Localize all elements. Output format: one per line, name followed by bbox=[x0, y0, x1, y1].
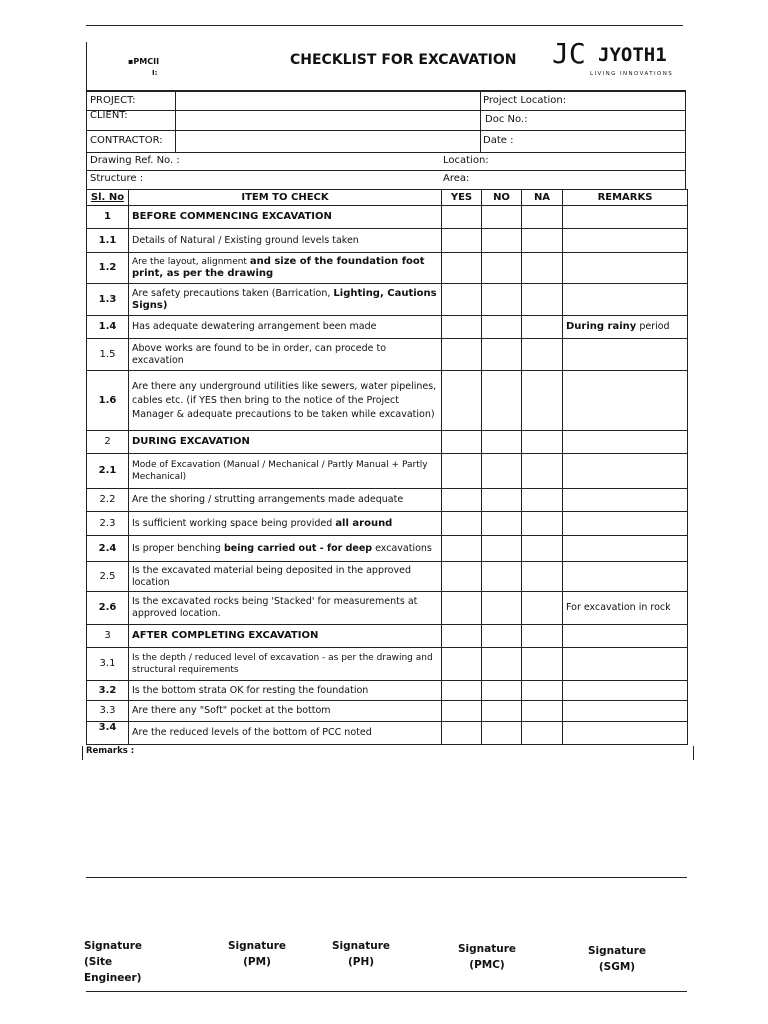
row-number: 1.2 bbox=[87, 253, 129, 284]
no-cell[interactable] bbox=[482, 536, 522, 562]
row-number: 1.4 bbox=[87, 316, 129, 339]
no-cell[interactable] bbox=[482, 592, 522, 625]
remarks-cell[interactable] bbox=[563, 284, 688, 316]
section-title: BEFORE COMMENCING EXCAVATION bbox=[129, 206, 442, 229]
row-number: 2.5 bbox=[87, 562, 129, 592]
no-cell[interactable] bbox=[482, 431, 522, 454]
header-yes: YES bbox=[442, 190, 482, 206]
yes-cell[interactable] bbox=[442, 592, 482, 625]
table-row bbox=[87, 536, 688, 562]
no-cell[interactable] bbox=[482, 371, 522, 431]
signature-role: (PMC) bbox=[469, 959, 505, 971]
yes-cell[interactable] bbox=[442, 625, 482, 648]
remarks-cell[interactable] bbox=[563, 562, 688, 592]
na-cell[interactable] bbox=[522, 489, 563, 512]
no-cell[interactable] bbox=[482, 229, 522, 253]
remarks-label: Remarks : bbox=[86, 746, 135, 756]
top-rule bbox=[86, 25, 683, 26]
info-rule-4 bbox=[86, 170, 686, 171]
yes-cell[interactable] bbox=[442, 284, 482, 316]
yes-cell[interactable] bbox=[442, 562, 482, 592]
table-row bbox=[87, 489, 688, 512]
structure-label: Structure : bbox=[90, 173, 144, 184]
item-text: Is the depth / reduced level of excavation - as per the drawing and structural requirements bbox=[129, 648, 442, 681]
item-text-plain-end: excavations bbox=[372, 542, 432, 554]
info-divider-left bbox=[175, 90, 176, 152]
na-cell[interactable] bbox=[522, 625, 563, 648]
section-title: AFTER COMPLETING EXCAVATION bbox=[129, 625, 442, 648]
no-cell[interactable] bbox=[482, 512, 522, 536]
page-title: CHECKLIST FOR EXCAVATION bbox=[290, 52, 517, 68]
no-cell[interactable] bbox=[482, 339, 522, 371]
na-cell[interactable] bbox=[522, 253, 563, 284]
item-text-plain: Is proper benching bbox=[132, 542, 224, 554]
na-cell[interactable] bbox=[522, 229, 563, 253]
table-row bbox=[87, 339, 688, 371]
signature-sgm bbox=[582, 943, 652, 975]
na-cell[interactable] bbox=[522, 722, 563, 745]
remarks-cell[interactable] bbox=[563, 722, 688, 745]
no-cell[interactable] bbox=[482, 253, 522, 284]
remarks-text-bold: During rainy bbox=[566, 321, 637, 332]
item-text bbox=[129, 536, 442, 562]
signature-role: (PH) bbox=[347, 956, 375, 968]
item-text: Are the reduced levels of the bottom of PCC noted bbox=[129, 722, 442, 745]
checklist-table bbox=[86, 189, 688, 745]
yes-cell[interactable] bbox=[442, 722, 482, 745]
no-cell[interactable] bbox=[482, 625, 522, 648]
no-cell[interactable] bbox=[482, 562, 522, 592]
yes-cell[interactable] bbox=[442, 206, 482, 229]
item-text: Is the excavated rocks being 'Stacked' for measurements at approved location. bbox=[129, 592, 442, 625]
no-cell[interactable] bbox=[482, 681, 522, 701]
yes-cell[interactable] bbox=[442, 454, 482, 489]
brand-tagline: LIVING INNOVATIONS bbox=[590, 71, 674, 77]
na-cell[interactable] bbox=[522, 592, 563, 625]
remarks-cell[interactable] bbox=[563, 371, 688, 431]
na-cell[interactable] bbox=[522, 431, 563, 454]
remarks-cell[interactable] bbox=[563, 339, 688, 371]
yes-cell[interactable] bbox=[442, 648, 482, 681]
table-row bbox=[87, 592, 688, 625]
yes-cell[interactable] bbox=[442, 681, 482, 701]
na-cell[interactable] bbox=[522, 536, 563, 562]
signature-label: Signature bbox=[587, 945, 647, 957]
yes-cell[interactable] bbox=[442, 229, 482, 253]
item-text-plain: Are safety precautions taken (Barrication, bbox=[132, 287, 334, 299]
row-number: 3.4 bbox=[87, 722, 129, 745]
signature-label: Signature bbox=[331, 940, 391, 952]
signature-label: Signature bbox=[84, 940, 143, 952]
doc-no-label: Doc No.: bbox=[485, 114, 528, 125]
no-cell[interactable] bbox=[482, 489, 522, 512]
pmc-logo-sub: I: bbox=[152, 69, 158, 77]
row-number: 1.3 bbox=[87, 284, 129, 316]
project-location-label: Project Location: bbox=[483, 95, 567, 106]
info-rule-1 bbox=[86, 110, 686, 111]
remarks-cell[interactable]: For excavation in rock bbox=[563, 592, 688, 625]
info-block bbox=[86, 90, 686, 190]
row-number: 2.2 bbox=[87, 489, 129, 512]
table-row bbox=[87, 284, 688, 316]
na-cell[interactable] bbox=[522, 701, 563, 722]
row-number: 3.3 bbox=[87, 701, 129, 722]
item-text: Has adequate dewatering arrangement been made bbox=[129, 316, 442, 339]
remarks-cell[interactable] bbox=[563, 512, 688, 536]
na-cell[interactable] bbox=[522, 206, 563, 229]
row-number: 1 bbox=[87, 206, 129, 229]
section-title: DURING EXCAVATION bbox=[129, 431, 442, 454]
signature-role: (PM) bbox=[243, 956, 271, 968]
table-row bbox=[87, 562, 688, 592]
row-number: 3 bbox=[87, 625, 129, 648]
signature-role: (Site Engineer) bbox=[84, 956, 142, 984]
remarks-cell[interactable] bbox=[563, 206, 688, 229]
na-cell[interactable] bbox=[522, 681, 563, 701]
table-row bbox=[87, 701, 688, 722]
remarks-cell[interactable] bbox=[563, 489, 688, 512]
header-remarks: REMARKS bbox=[563, 190, 688, 206]
no-cell[interactable] bbox=[482, 701, 522, 722]
row-number: 3.2 bbox=[87, 681, 129, 701]
table-row bbox=[87, 681, 688, 701]
na-cell[interactable] bbox=[522, 648, 563, 681]
yes-cell[interactable] bbox=[442, 489, 482, 512]
row-number: 2.4 bbox=[87, 536, 129, 562]
item-text-bold: being carried out - for deep bbox=[223, 542, 373, 554]
pmc-logo-text: ▪PMCII bbox=[128, 57, 160, 66]
contractor-label: CONTRACTOR: bbox=[90, 135, 163, 146]
remarks-bottom-rule bbox=[86, 877, 687, 878]
table-row bbox=[87, 722, 688, 745]
table-row bbox=[87, 253, 688, 284]
header-na: NA bbox=[522, 190, 563, 206]
no-cell[interactable] bbox=[482, 722, 522, 745]
area-label: Area: bbox=[443, 173, 470, 184]
remarks-cell[interactable] bbox=[563, 431, 688, 454]
remarks-left-tick bbox=[82, 746, 83, 760]
yes-cell[interactable] bbox=[442, 253, 482, 284]
item-text: Is the bottom strata OK for resting the foundation bbox=[129, 681, 442, 701]
no-cell[interactable] bbox=[482, 284, 522, 316]
signature-label: Signature bbox=[457, 943, 517, 955]
na-cell[interactable] bbox=[522, 371, 563, 431]
info-rule-2 bbox=[86, 130, 686, 131]
yes-cell[interactable] bbox=[442, 371, 482, 431]
info-divider-right bbox=[480, 90, 481, 152]
header-sl-no: Sl. No bbox=[87, 190, 129, 206]
item-text: Are there any "Soft" pocket at the bottom bbox=[129, 701, 442, 722]
item-text: Details of Natural / Existing ground levels taken bbox=[129, 229, 442, 253]
item-text bbox=[129, 284, 442, 316]
row-number: 2.1 bbox=[87, 454, 129, 489]
na-cell[interactable] bbox=[522, 562, 563, 592]
item-text-bold: all around bbox=[335, 517, 393, 529]
drawing-ref-label: Drawing Ref. No. : bbox=[90, 155, 180, 166]
yes-cell[interactable] bbox=[442, 431, 482, 454]
table-row bbox=[87, 206, 688, 229]
remarks-cell[interactable] bbox=[563, 316, 688, 339]
project-label: PROJECT: bbox=[90, 95, 136, 106]
row-number: 1.1 bbox=[87, 229, 129, 253]
table-row bbox=[87, 371, 688, 431]
table-row bbox=[87, 454, 688, 489]
yes-cell[interactable] bbox=[442, 316, 482, 339]
remarks-cell[interactable] bbox=[563, 701, 688, 722]
yes-cell[interactable] bbox=[442, 536, 482, 562]
row-number: 2.3 bbox=[87, 512, 129, 536]
table-header-row bbox=[87, 190, 688, 206]
item-text bbox=[129, 253, 442, 284]
no-cell[interactable] bbox=[482, 648, 522, 681]
row-number: 1.5 bbox=[87, 339, 129, 371]
date-label: Date : bbox=[483, 135, 514, 146]
item-text: Above works are found to be in order, can procede to excavation bbox=[129, 339, 442, 371]
table-row bbox=[87, 316, 688, 339]
info-rule-3 bbox=[86, 152, 686, 153]
client-label: CLIENT: bbox=[90, 110, 128, 121]
no-cell[interactable] bbox=[482, 454, 522, 489]
item-text: Are there any underground utilities like sewers, water pipelines, cables etc. (if YES then bring to the notice of the Project Manager & adequate precautions to be taken while excavation) bbox=[129, 371, 442, 431]
row-number: 2 bbox=[87, 431, 129, 454]
signature-role: (SGM) bbox=[598, 961, 636, 973]
table-row bbox=[87, 625, 688, 648]
yes-cell[interactable] bbox=[442, 701, 482, 722]
item-text-plain: Are the layout, alignment bbox=[132, 257, 250, 267]
remarks-cell[interactable] bbox=[563, 253, 688, 284]
na-cell[interactable] bbox=[522, 284, 563, 316]
remarks-cell[interactable] bbox=[563, 625, 688, 648]
item-text bbox=[129, 512, 442, 536]
table-row bbox=[87, 512, 688, 536]
na-cell[interactable] bbox=[522, 454, 563, 489]
signature-ph bbox=[326, 938, 396, 970]
signature-label: Signature bbox=[227, 940, 287, 952]
yes-cell[interactable] bbox=[442, 339, 482, 371]
no-cell[interactable] bbox=[482, 206, 522, 229]
na-cell[interactable] bbox=[522, 339, 563, 371]
row-number: 3.1 bbox=[87, 648, 129, 681]
remarks-text: period bbox=[636, 321, 670, 332]
na-cell[interactable] bbox=[522, 512, 563, 536]
brand-prefix: JC bbox=[552, 37, 586, 70]
location-label: Location: bbox=[443, 155, 489, 166]
item-text-bold: Lighting, Cautions Signs) bbox=[132, 287, 437, 311]
item-text: Is the excavated material being deposited in the approved location bbox=[129, 562, 442, 592]
item-text: Mode of Excavation (Manual / Mechanical / Partly Manual + Partly Mechanical) bbox=[129, 454, 442, 489]
row-number: 1.6 bbox=[87, 371, 129, 431]
remarks-right-tick bbox=[693, 746, 694, 760]
yes-cell[interactable] bbox=[442, 512, 482, 536]
brand-name: JYOTH1 bbox=[598, 44, 667, 66]
row-number: 2.6 bbox=[87, 592, 129, 625]
bottom-rule bbox=[86, 991, 687, 992]
remarks-cell[interactable] bbox=[563, 229, 688, 253]
signature-site-engineer bbox=[84, 938, 170, 986]
item-text-bold: and size of the foundation foot print, as per the drawing bbox=[132, 256, 425, 279]
item-text: Are the shoring / strutting arrangements made adequate bbox=[129, 489, 442, 512]
header-item: ITEM TO CHECK bbox=[129, 190, 442, 206]
table-row bbox=[87, 431, 688, 454]
signature-pm bbox=[222, 938, 292, 970]
item-text-plain: Is sufficient working space being provided bbox=[132, 517, 336, 529]
left-border bbox=[86, 42, 87, 90]
signature-pmc bbox=[452, 941, 522, 973]
table-row bbox=[87, 229, 688, 253]
no-cell[interactable] bbox=[482, 316, 522, 339]
remarks-cell[interactable] bbox=[563, 536, 688, 562]
na-cell[interactable] bbox=[522, 316, 563, 339]
remarks-cell[interactable] bbox=[563, 681, 688, 701]
remarks-cell[interactable] bbox=[563, 454, 688, 489]
remarks-cell[interactable] bbox=[563, 648, 688, 681]
table-row bbox=[87, 648, 688, 681]
header-no: NO bbox=[482, 190, 522, 206]
